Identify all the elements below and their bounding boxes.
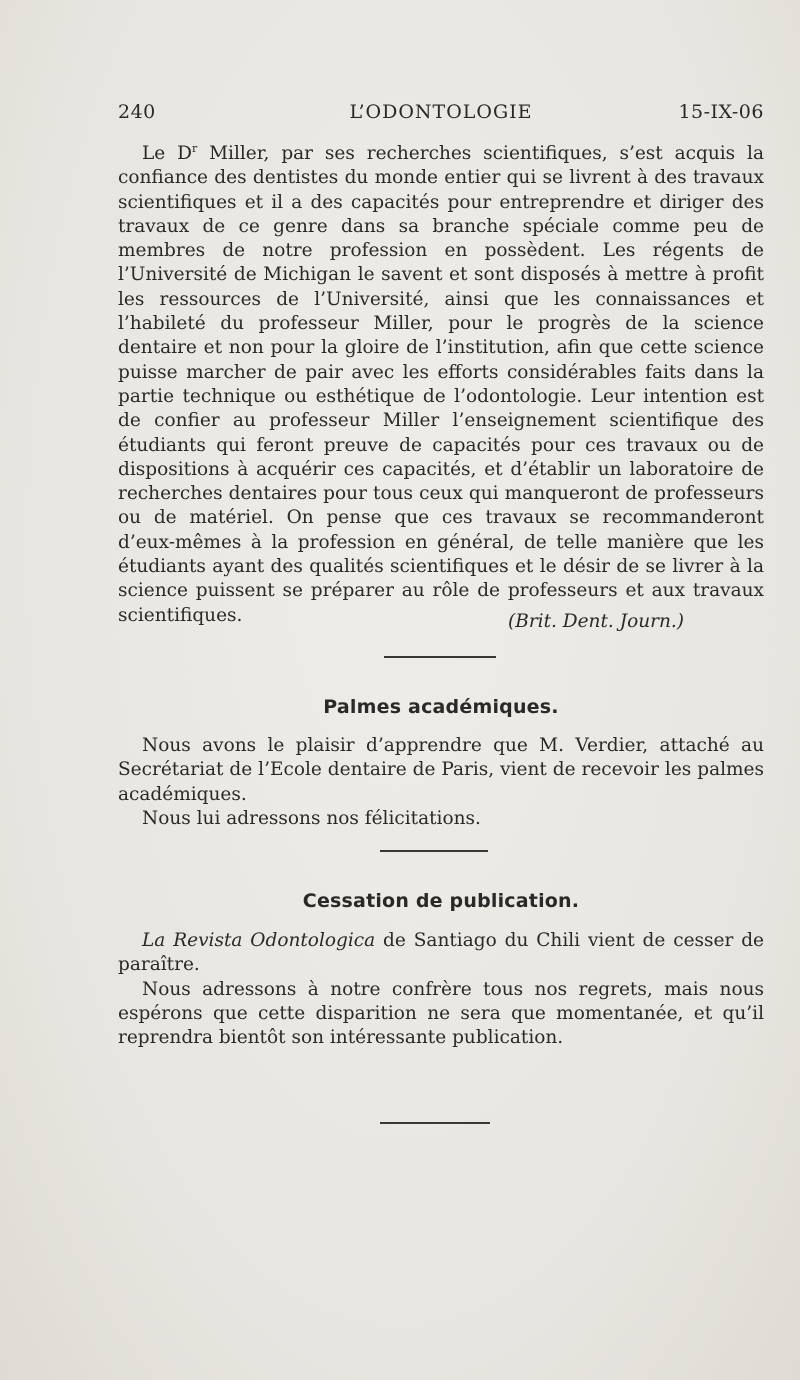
source-citation: (Brit. Dent. Journ.) [508,611,684,632]
paragraph-text: de Santiago du Chili vient de cesser de paraître. [118,930,764,976]
journal-title: L’ODONTOLOGIE [349,101,533,123]
paragraph: Nous lui adressons nos félicitations. [142,807,481,829]
article-miller [118,142,764,628]
divider [380,1122,490,1124]
section-title-cessation: Cessation de publication. [302,890,580,912]
divider [384,656,496,658]
page-number: 240 [118,101,156,123]
article-paragraph [118,142,764,628]
superscript: r [191,142,198,155]
paragraph-prefix: Le D [142,143,192,164]
section-palmes-body [118,734,764,831]
paragraph [118,929,764,978]
paragraph: Nous adressons à notre confrère tous nos regrets, mais nous espérons que cette disparition ne sera que momentanée, et qu’il reprendra bientôt son intéressante publication. [118,978,764,1049]
running-header [118,101,764,131]
journal-name: La Revista Odontologica [142,930,376,951]
issue-date: 15-IX-06 [678,101,764,123]
paragraph-text: Miller, par ses recherches scientifiques, s’est acquis la confiance des dentistes du monde entier qui se livrent à des travaux scientifiques et il a des capacités pour entreprendre et diriger des travaux de ce genre dans sa branche spéciale comme peu de membres de notre profession en possèdent. Les régents de l’Université de Michigan le savent et sont disposés à mettre à profit les ressources de l’Université, ainsi que les connaissances et l’habileté du professeur Miller, pour le progrès de la science dentaire et non pour la gloire de l’institution, afin que cette science puisse marcher de pair avec les efforts considérables faits dans la partie technique ou esthétique de l’odontologie. Leur intention est de confier au professeur Miller l’enseignement scientifique des étudiants qui feront preuve de capacités pour ces travaux ou de dispositions à acquérir ces capacités, et d’établir un laboratoire de recherches dentaires pour tous ceux qui manqueront de professeurs ou de matériel. On pense que ces travaux se recommanderont d’eux-mêmes à la profession en général, de telle manière que les étudiants ayant des qualités scientifiques et le désir de se livrer à la science puissent se préparer au rôle de professeurs et aux travaux scientifiques. [118,143,764,626]
section-title-palmes: Palmes académiques. [323,696,559,718]
section-cessation-body [118,929,764,1050]
divider [380,850,488,852]
paragraph: Nous avons le plaisir d’apprendre que M. Verdier, attaché au Secrétariat de l’Ecole dentaire de Paris, vient de recevoir les palmes académiques. [118,735,764,805]
